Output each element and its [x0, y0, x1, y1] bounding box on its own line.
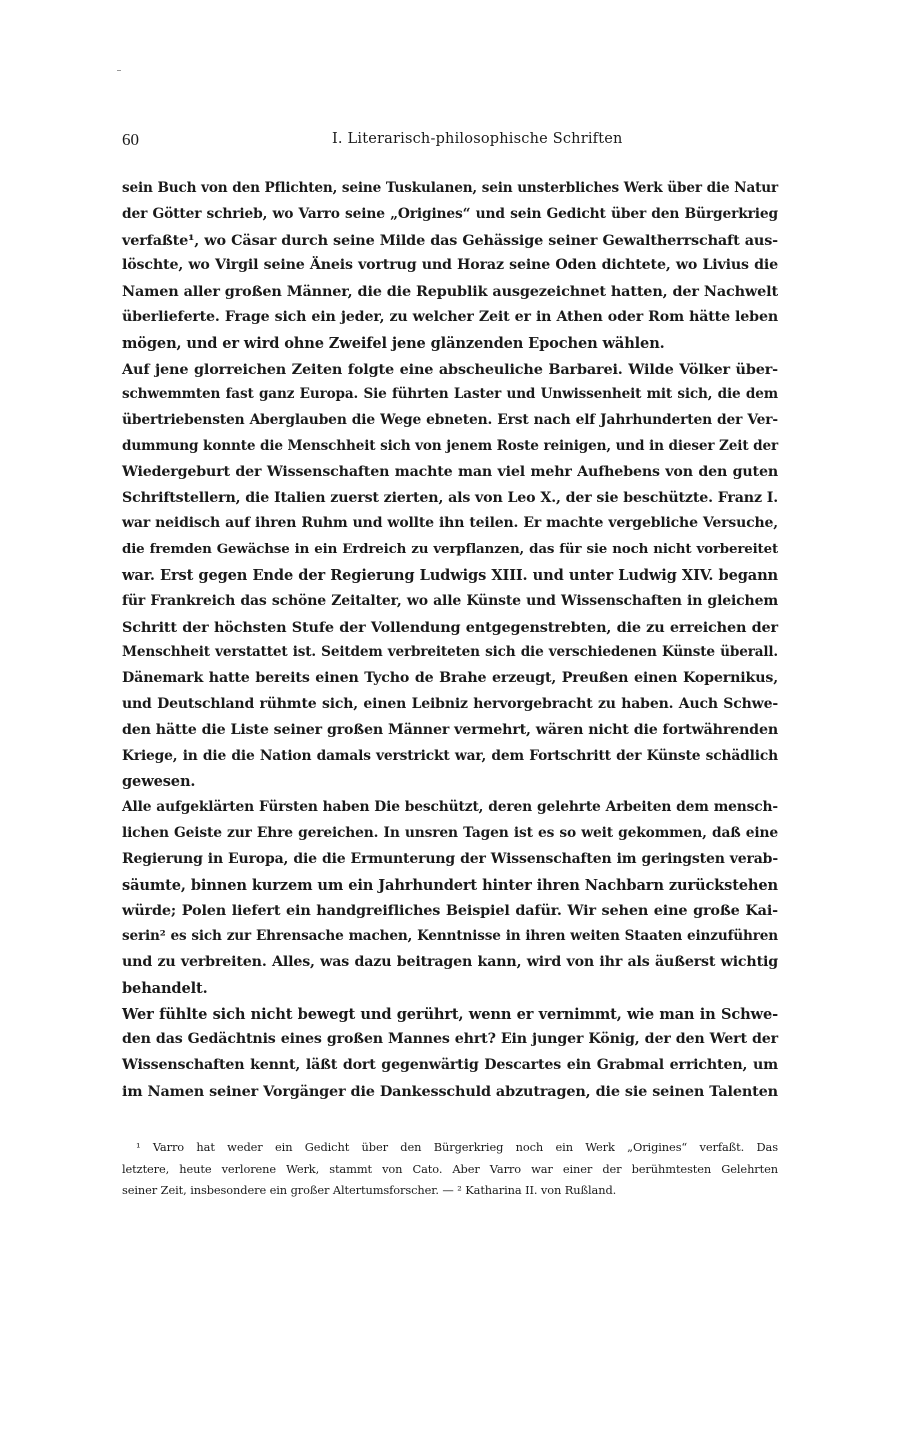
text-line: überlieferte. Frage sich ein jeder, zu welcher Zeit er in Athen oder Rom hätte leben	[122, 308, 778, 325]
scan-speck	[117, 70, 121, 71]
text-line: Menschheit verstattet ist. Seitdem verbreiteten sich die verschiedenen Künste überall.	[122, 644, 778, 661]
text-line: verfaßte¹, wo Cäsar durch seine Milde das Gehässige seiner Gewaltherrschaft aus-	[122, 231, 778, 249]
text-line: serin² es sich zur Ehrensache machen, Kenntnisse in ihren weiten Staaten einzuführen	[122, 928, 778, 945]
text-line: würde; Polen liefert ein handgreifliches Beispiel dafür. Wir sehen eine große Kai-	[122, 902, 778, 920]
footnote-line: letztere, heute verlorene Werk, stammt von Cato. Aber Varro war einer der berühmtesten Gelehrten	[122, 1161, 778, 1176]
footnotes	[122, 1137, 778, 1202]
text-line: Wer fühlte sich nicht bewegt und gerührt, wenn er vernimmt, wie man in Schwe-	[122, 1005, 778, 1023]
text-line: war. Erst gegen Ende der Regierung Ludwigs XIII. und unter Ludwig XIV. begann	[122, 566, 778, 584]
text-line: sein Buch von den Pflichten, seine Tuskulanen, sein unsterbliches Werk über die Natur	[122, 180, 778, 196]
text-line: Wiedergeburt der Wissenschaften machte man viel mehr Aufhebens von den guten	[122, 463, 778, 480]
text-line: behandelt.	[122, 979, 208, 997]
text-line: den das Gedächtnis eines großen Mannes ehrt? Ein junger König, der den Wert der	[122, 1031, 778, 1048]
text-line: Schritt der höchsten Stufe der Vollendung entgegenstrebten, die zu erreichen der	[122, 618, 778, 636]
text-line: Dänemark hatte bereits einen Tycho de Brahe erzeugt, Preußen einen Kopernikus,	[122, 670, 778, 687]
text-line: übertriebensten Aberglauben die Wege ebneten. Erst nach elf Jahrhunderten der Ver-	[122, 412, 778, 429]
text-line: säumte, binnen kurzem um ein Jahrhundert hinter ihren Nachbarn zurückstehen	[122, 876, 778, 894]
text-line: war neidisch auf ihren Ruhm und wollte ihn teilen. Er machte vergebliche Versuche,	[122, 515, 778, 532]
text-line: Regierung in Europa, die die Ermunterung der Wissenschaften im geringsten verab-	[122, 850, 778, 867]
page-header	[122, 130, 778, 154]
body-text	[122, 176, 778, 1105]
text-line: und Deutschland rühmte sich, einen Leibniz hervorgebracht zu haben. Auch Schwe-	[122, 695, 778, 712]
running-head: I. Literarisch-philosophische Schriften	[332, 131, 623, 147]
text-line: im Namen seiner Vorgänger die Dankesschuld abzutragen, die sie seinen Talenten	[122, 1082, 778, 1100]
text-line: für Frankreich das schöne Zeitalter, wo alle Künste und Wissenschaften in gleichem	[122, 592, 778, 609]
text-line: dummung konnte die Menschheit sich von jenem Roste reinigen, und in dieser Zeit der	[122, 437, 778, 454]
text-line: lichen Geiste zur Ehre gereichen. In unsren Tagen ist es so weit gekommen, daß eine	[122, 824, 778, 841]
text-line: und zu verbreiten. Alles, was dazu beitragen kann, wird von ihr als äußerst wichtig	[122, 953, 778, 970]
text-line: der Götter schrieb, wo Varro seine „Origines“ und sein Gedicht über den Bürgerkrieg	[122, 205, 778, 222]
text-line: Schriftstellern, die Italien zuerst zierten, als von Leo X., der sie beschützte. Franz I.	[122, 489, 778, 506]
text-line: schwemmten fast ganz Europa. Sie führten Laster und Unwissenheit mit sich, die dem	[122, 386, 778, 403]
footnote-line: seiner Zeit, insbesondere ein großer Altertumsforscher. — ² Katharina II. von Rußland.	[122, 1183, 617, 1197]
text-line: Kriege, in die die Nation damals verstrickt war, dem Fortschritt der Künste schädlich	[122, 747, 778, 764]
text-line: löschte, wo Virgil seine Äneis vortrug und Horaz seine Oden dichtete, wo Livius die	[122, 257, 778, 274]
text-line: Namen aller großen Männer, die die Republik ausgezeichnet hatten, der Nachwelt	[122, 283, 778, 301]
text-line: Alle aufgeklärten Fürsten haben Die beschützt, deren gelehrte Arbeiten dem mensch-	[122, 799, 778, 816]
text-line: Auf jene glorreichen Zeiten folgte eine abscheuliche Barbarei. Wilde Völker über-	[122, 360, 778, 378]
text-line: Wissenschaften kennt, läßt dort gegenwärtig Descartes ein Grabmal errichten, um	[122, 1057, 778, 1074]
text-line: die fremden Gewächse in ein Erdreich zu verpflanzen, das für sie noch nicht vorbereitet	[122, 541, 778, 558]
text-line: den hätte die Liste seiner großen Männer vermehrt, wären nicht die fortwährenden	[122, 721, 778, 738]
footnote-line: ¹ Varro hat weder ein Gedicht über den Bürgerkrieg noch ein Werk „Origines“ verfaßt. Das	[136, 1140, 778, 1154]
text-line: mögen, und er wird ohne Zweifel jene glänzenden Epochen wählen.	[122, 334, 665, 352]
page-number: 60	[122, 130, 139, 149]
text-line: gewesen.	[122, 773, 196, 791]
